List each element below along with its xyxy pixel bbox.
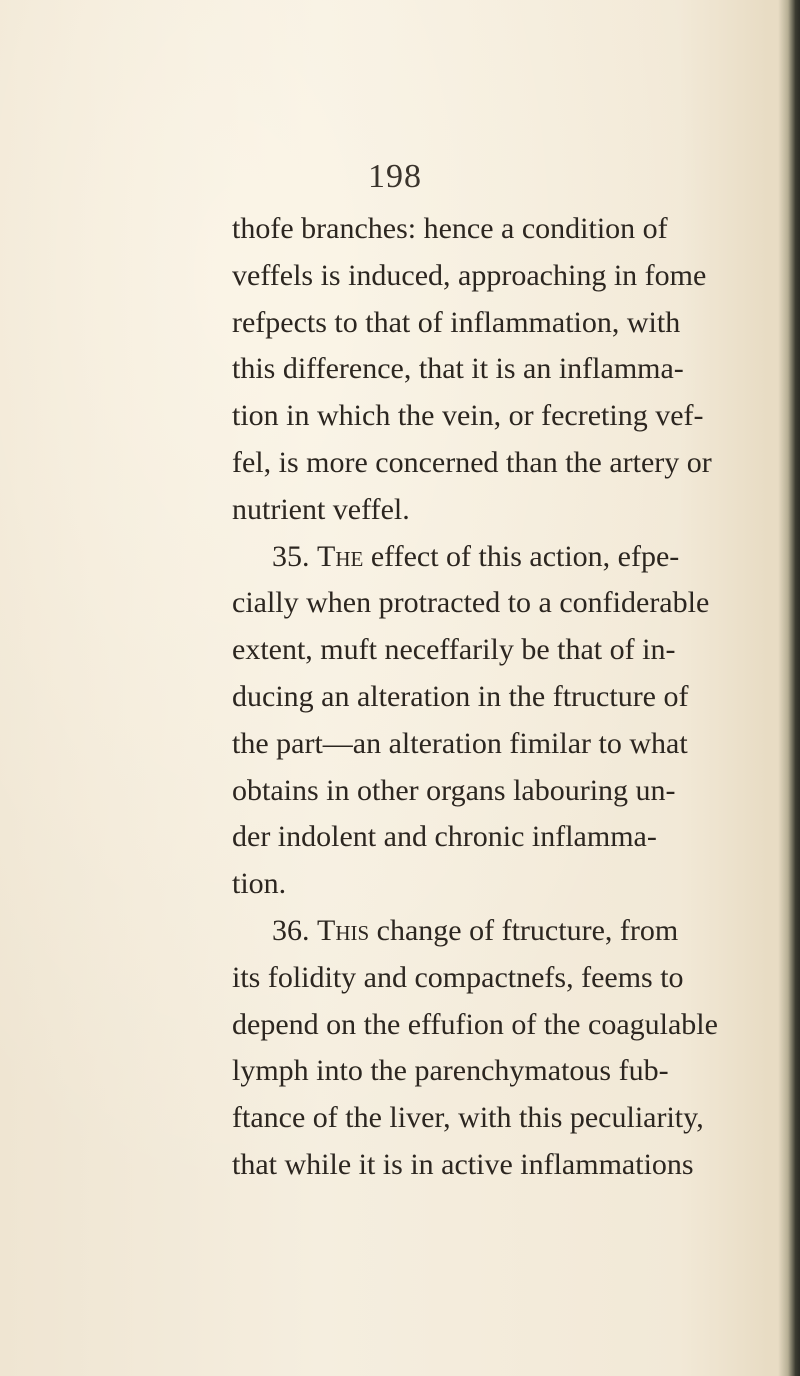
text-line: fel, is more concerned than the artery or [232,445,712,479]
body-text [232,206,732,1189]
text-line: depend on the effufion of the coagulable [232,1007,718,1041]
text-line: veffels is induced, approaching in fome [232,258,707,292]
text-line: lymph into the parenchymatous fub- [232,1054,669,1088]
text-line: ducing an alteration in the ftructure of [232,679,689,713]
binding-edge-shadow [778,0,800,1376]
paragraph-35-start [232,534,732,581]
paragraph-number: 36. [272,913,310,947]
text-line: that while it is in active inflammations [232,1147,694,1181]
text-line-rest: effect of this action, efpe- [363,539,680,573]
text-line: refpects to that of inflammation, with [232,305,681,339]
text-line: tion. [232,867,287,901]
text-line: obtains in other organs labouring un- [232,773,676,807]
text-line: thofe branches: hence a condition of [232,212,668,245]
text-line: der indolent and chronic inflamma- [232,820,657,854]
text-line: its folidity and compactnefs, feems to [232,960,684,994]
paragraph-36-start [232,908,732,955]
text-line: extent, muft neceffarily be that of in- [232,633,676,667]
paragraph-lead-word: This [317,913,370,947]
text-line: ftance of the liver, with this peculiarity, [232,1101,704,1135]
paragraph-number: 35. [272,539,310,573]
text-line: this difference, that it is an inflamma- [232,352,684,386]
text-line: tion in which the vein, or fecreting vef- [232,399,704,433]
text-line: nutrient veffel. [232,492,410,526]
page-number: 198 [368,158,422,195]
text-line-rest: change of ftructure, from [369,913,679,947]
text-line: cially when protracted to a confiderable [232,586,710,620]
paragraph-lead-word: The [317,539,364,573]
text-line: the part—an alteration fimilar to what [232,726,688,760]
